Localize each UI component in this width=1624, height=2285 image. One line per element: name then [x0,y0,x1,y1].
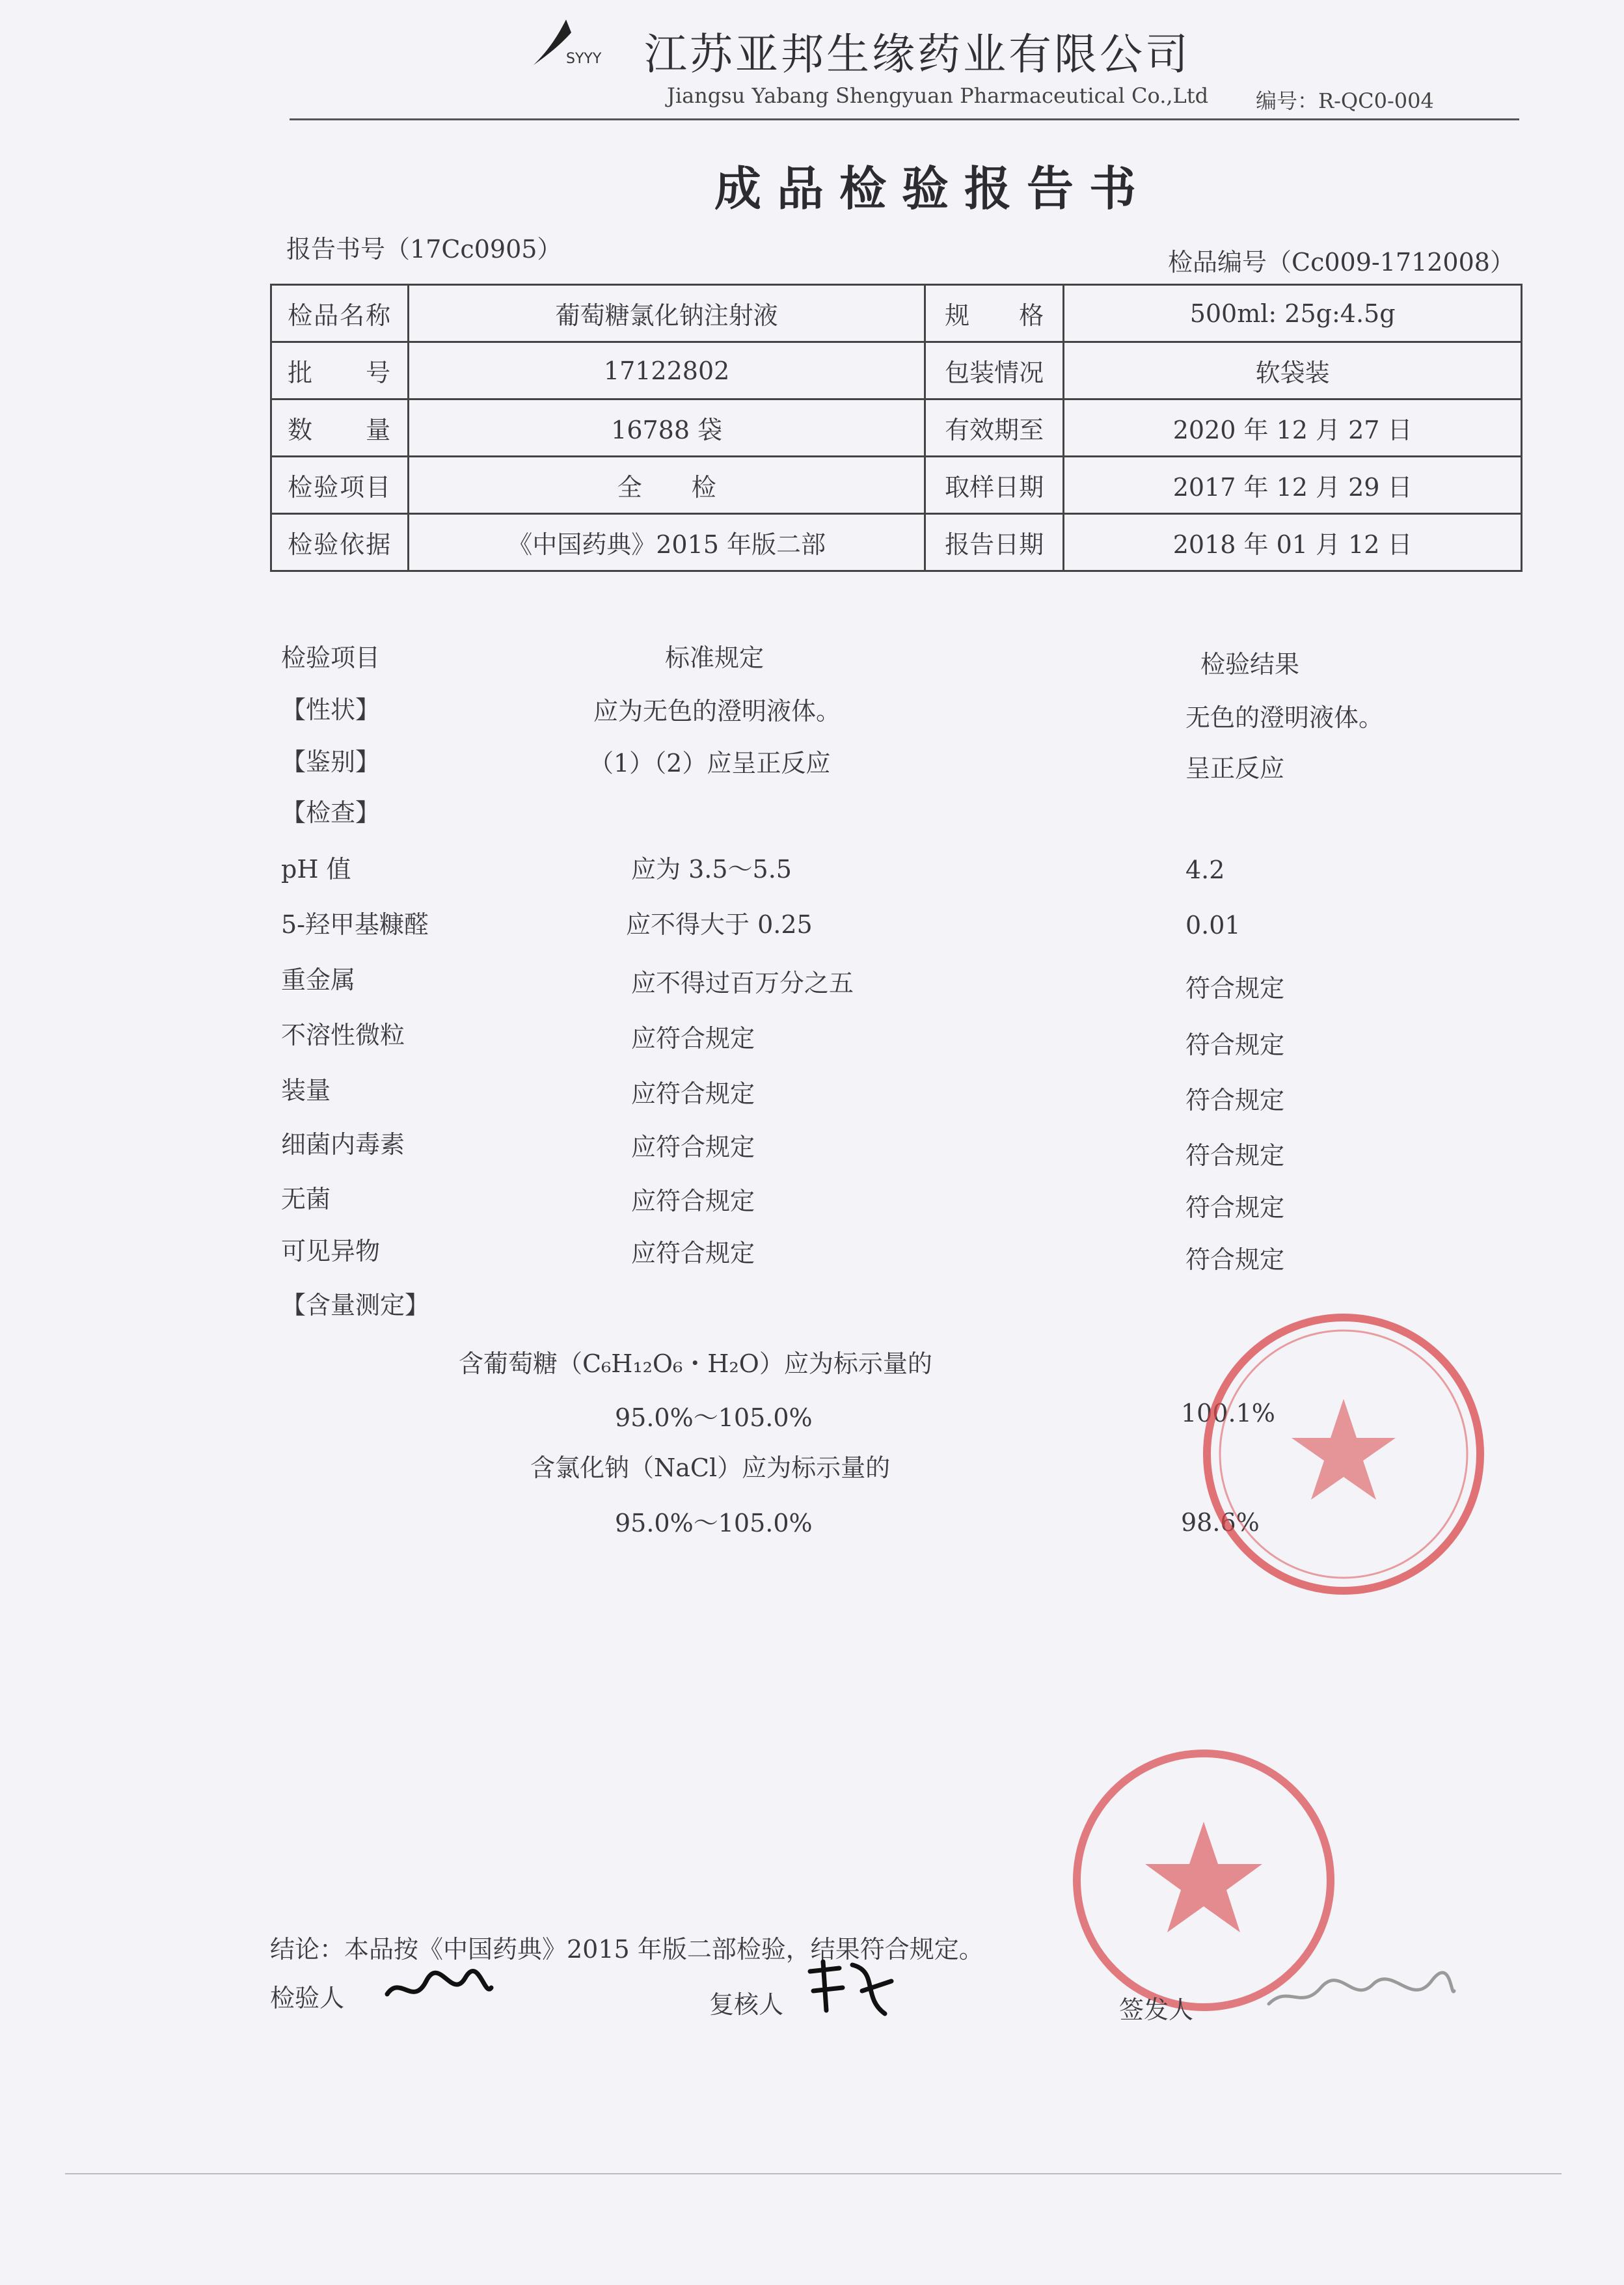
result-item: 【检查】 [281,798,381,827]
result-standard: 应符合规定 [631,1024,755,1053]
result-item: 【性状】 [281,696,381,724]
cell-label: 批 号 [271,342,409,399]
result-item: 装量 [281,1076,331,1105]
cell-value: 2017 年 12 月 29 日 [1064,457,1522,514]
document-number: 编号：R-QC0-004 [1256,88,1434,113]
result-value: 4.2 [1185,856,1225,884]
result-item: 可见异物 [281,1237,381,1265]
table-row [271,342,1522,399]
cell-value: 葡萄糖氯化钠注射液 [409,285,925,342]
cell-value: 全 检 [409,457,925,514]
cell-value: 17122802 [409,342,925,399]
result-item: 不溶性微粒 [281,1021,405,1049]
reviewer-label: 复核人 [709,1990,784,2019]
result-value: 符合规定 [1185,1245,1285,1274]
report-number: 报告书号（17Cc0905） [286,235,562,264]
result-standard: 应符合规定 [631,1187,755,1215]
info-table [270,284,1522,572]
result-item: 【含量测定】 [281,1291,430,1319]
cell-label: 有效期至 [925,399,1064,457]
result-item: 无菌 [281,1185,331,1213]
results-header-item: 检验项目 [281,643,381,672]
logo-text: SYYY [566,51,602,67]
company-name-en: Jiangsu Yabang Shengyuan Pharmaceutical Co.,Ltd [667,83,1209,108]
assay-description: 含氯化钠（NaCl）应为标示量的 [530,1453,891,1482]
result-value: 无色的澄明液体。 [1185,703,1384,732]
cell-value: 500ml: 25g:4.5g [1064,285,1522,342]
assay-range: 95.0%～105.0% [615,1509,813,1537]
cell-label: 检品名称 [271,285,409,342]
result-standard: 应符合规定 [631,1239,755,1267]
result-standard: 应为无色的澄明液体。 [593,697,841,725]
result-item: pH 值 [281,855,351,884]
table-row [271,457,1522,514]
company-seal-stamp [1197,1308,1490,1601]
cell-value: 2020 年 12 月 27 日 [1064,399,1522,457]
page-title: 成品检验报告书 [714,161,1152,216]
result-standard: （1）（2）应呈正反应 [589,749,831,777]
table-row [271,285,1522,342]
result-item: 5-羟甲基糠醛 [281,910,429,939]
cell-label: 检验依据 [271,514,409,571]
issuer-signature [1262,1958,1457,2030]
result-standard: 应符合规定 [631,1133,755,1161]
sample-number: 检品编号（Cc009-1712008） [1168,248,1515,277]
cell-label: 报告日期 [925,514,1064,571]
cell-label: 数 量 [271,399,409,457]
result-item: 细菌内毒素 [281,1130,405,1159]
result-value: 呈正反应 [1185,754,1285,783]
result-value: 0.01 [1185,911,1241,940]
result-standard: 应不得大于 0.25 [626,910,813,939]
table-row [271,399,1522,457]
header-divider [290,118,1519,120]
result-standard: 应符合规定 [631,1079,755,1108]
cell-label: 规 格 [925,285,1064,342]
results-header-result: 检验结果 [1200,650,1300,679]
issuer-label: 签发人 [1119,1995,1194,2024]
inspector-label: 检验人 [270,1984,345,2012]
cell-value: 《中国药典》2015 年版二部 [409,514,925,571]
bottom-divider [65,2173,1562,2174]
result-value: 符合规定 [1185,1031,1285,1059]
assay-description: 含葡萄糖（C₆H₁₂O₆・H₂O）应为标示量的 [459,1349,932,1378]
reviewer-signature [800,1952,898,2023]
company-name-cn: 江苏亚邦生缘药业有限公司 [644,29,1191,79]
assay-result: 100.1% [1181,1399,1275,1427]
results-header-standard: 标准规定 [665,643,765,672]
inspector-signature [381,1962,498,2020]
result-value: 符合规定 [1185,974,1285,1003]
result-standard: 应不得过百万分之五 [631,969,854,997]
cell-value: 16788 袋 [409,399,925,457]
cell-label: 检验项目 [271,457,409,514]
cell-value: 2018 年 01 月 12 日 [1064,514,1522,571]
result-value: 符合规定 [1185,1141,1285,1170]
company-logo-icon [521,13,592,85]
conclusion-text: 结论：本品按《中国药典》2015 年版二部检验，结果符合规定。 [270,1935,984,1964]
assay-range: 95.0%～105.0% [615,1403,813,1432]
result-item: 重金属 [281,966,356,994]
assay-result: 98.6% [1181,1508,1260,1537]
result-item: 【鉴别】 [281,748,381,776]
cell-label: 取样日期 [925,457,1064,514]
result-standard: 应为 3.5～5.5 [631,855,792,884]
cell-value: 软袋装 [1064,342,1522,399]
result-value: 符合规定 [1185,1193,1285,1222]
result-value: 符合规定 [1185,1086,1285,1115]
table-row [271,514,1522,571]
cell-label: 包装情况 [925,342,1064,399]
